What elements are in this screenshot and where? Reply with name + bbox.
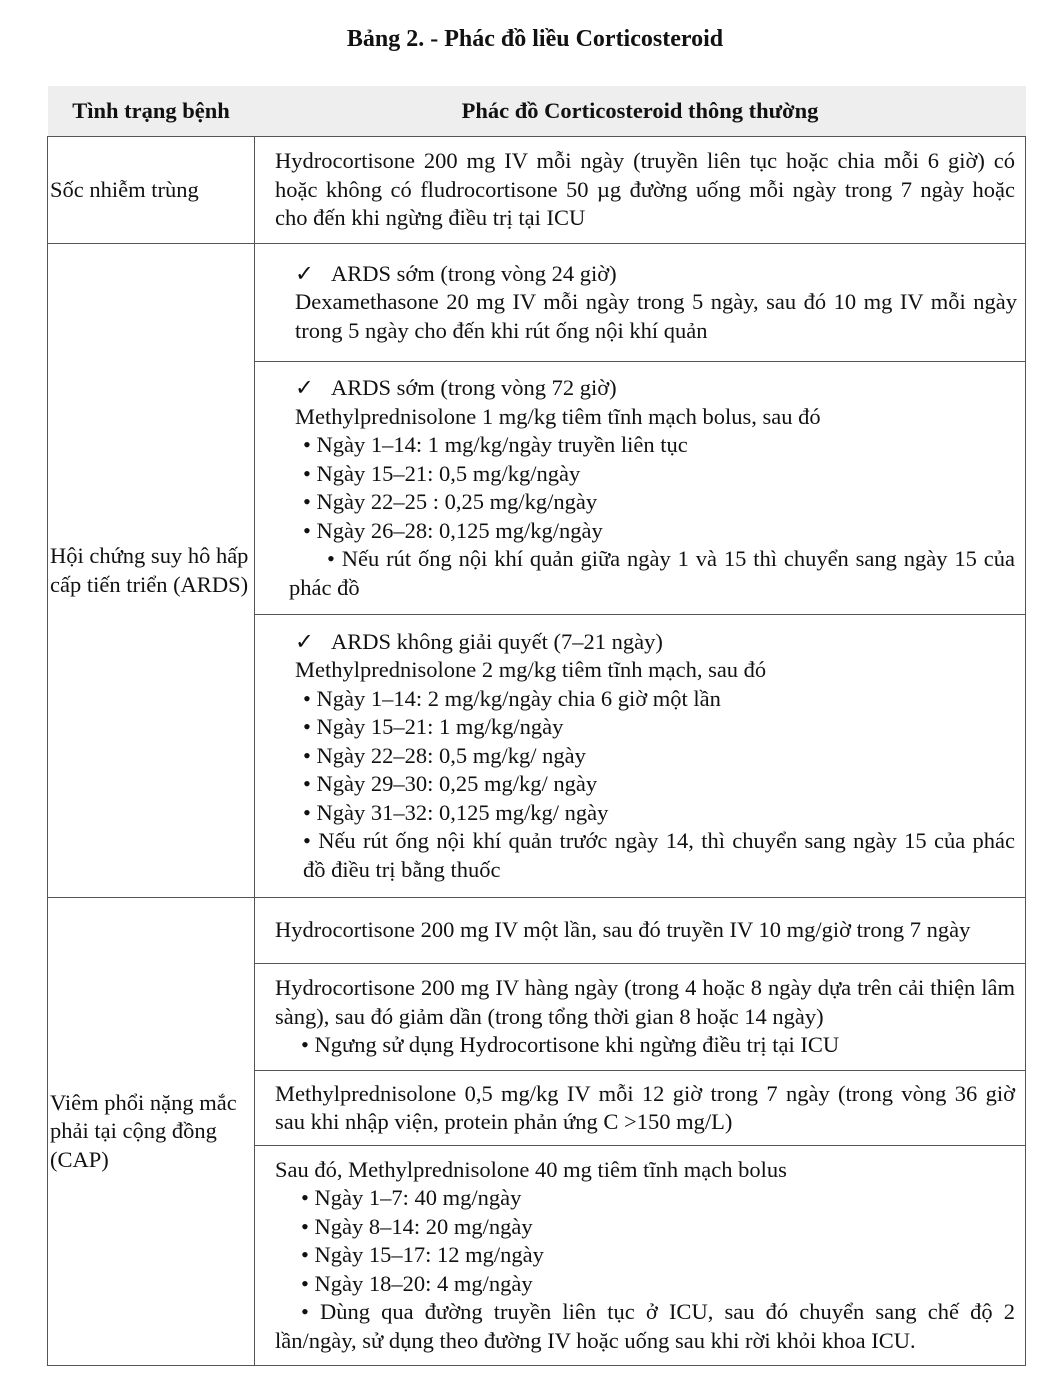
list-item: • Ngày 31–32: 0,125 mg/kg/ ngày (303, 799, 609, 825)
list-item: • Ngày 15–21: 0,5 mg/kg/ngày (303, 460, 581, 486)
table-row (48, 244, 1026, 362)
ards-72h-note: • Nếu rút ống nội khí quản giữa ngày 1 và 15 thì chuyển sang ngày 15 của phác đồ (289, 546, 1015, 600)
regimen-cap-1: Hydrocortisone 200 mg IV một lần, sau đó truyền IV 10 mg/giờ trong 7 ngày (255, 898, 1026, 964)
ards-unresolved-note: • Nếu rút ống nội khí quản trước ngày 14, thì chuyển sang ngày 15 của phác đồ điều trị bằng thuốc (303, 828, 1015, 882)
regimen-septic-shock: Hydrocortisone 200 mg IV mỗi ngày (truyền liên tục hoặc chia mỗi 6 giờ) có hoặc không có fludrocortisone 50 µg đường uống mỗi ngày trong 7 ngày hoặc cho đến khi ngừng điều trị tại ICU (255, 137, 1026, 244)
ards-24h-text: Dexamethasone 20 mg IV mỗi ngày trong 5 ngày, sau đó 10 mg IV mỗi ngày trong 5 ngày cho đến khi rút ống nội khí quản (295, 289, 1017, 343)
header-condition: Tình trạng bệnh (48, 86, 255, 137)
header-regimen: Phác đồ Corticosteroid thông thường (255, 86, 1026, 137)
regimen-ards-unresolved (255, 615, 1026, 898)
ards-24h-heading (275, 260, 1017, 289)
ards-24h-heading-text: ARDS sớm (trong vòng 24 giờ) (331, 260, 617, 286)
ards-72h-heading-text: ARDS sớm (trong vòng 72 giờ) (331, 375, 617, 400)
condition-septic-shock: Sốc nhiễm trùng (48, 137, 255, 244)
condition-cap: Viêm phổi nặng mắc phải tại cộng đồng (CAP) (48, 898, 255, 1366)
list-item: • Ngày 8–14: 20 mg/ngày (301, 1213, 533, 1239)
regimen-cap-4 (255, 1146, 1026, 1366)
regimen-ards-early-24h (255, 244, 1026, 362)
ards-72h-intro: Methylprednisolone 1 mg/kg tiêm tĩnh mạch bolus, sau đó (295, 403, 821, 429)
regimen-cap-3: Methylprednisolone 0,5 mg/kg IV mỗi 12 giờ trong 7 ngày (trong vòng 36 giờ sau khi nhập viện, protein phản ứng C >150 mg/L) (255, 1071, 1026, 1146)
cap-2-text: Hydrocortisone 200 mg IV hàng ngày (trong 4 hoặc 8 ngày dựa trên cải thiện lâm sàng), sau đó giảm dần (trong tổng thời gian 8 hoặc 14 ngày) (275, 975, 1015, 1029)
list-item: • Ngưng sử dụng Hydrocortisone khi ngừng điều trị tại ICU (301, 1032, 840, 1058)
list-item: • Ngày 1–7: 40 mg/ngày (301, 1185, 522, 1211)
check-icon: ✓ (295, 260, 314, 286)
list-item: • Ngày 22–25 : 0,25 mg/kg/ngày (303, 489, 598, 514)
corticosteroid-table (47, 86, 1026, 1366)
cap-4-intro: Sau đó, Methylprednisolone 40 mg tiêm tĩnh mạch bolus (275, 1156, 787, 1182)
list-item: • Ngày 29–30: 0,25 mg/kg/ ngày (303, 771, 598, 797)
list-item: • Ngày 22–28: 0,5 mg/kg/ ngày (303, 742, 586, 768)
regimen-ards-early-72h (255, 362, 1026, 615)
ards-72h-heading (267, 374, 1015, 403)
check-icon: ✓ (295, 628, 314, 654)
list-item: • Ngày 15–17: 12 mg/ngày (301, 1242, 544, 1268)
table-title: Bảng 2. - Phác đồ liều Corticosteroid (346, 26, 724, 52)
list-item: • Ngày 26–28: 0,125 mg/kg/ngày (303, 517, 603, 543)
regimen-cap-2 (255, 964, 1026, 1071)
table-row (48, 898, 1026, 964)
list-item: • Ngày 1–14: 1 mg/kg/ngày truyền liên tục (303, 432, 688, 457)
ards-unresolved-heading-text: ARDS không giải quyết (7–21 ngày) (331, 628, 663, 654)
header-row (48, 86, 1026, 137)
table-row (48, 137, 1026, 244)
list-item: • Ngày 1–14: 2 mg/kg/ngày chia 6 giờ một lần (303, 685, 721, 711)
condition-ards: Hội chứng suy hô hấp cấp tiến triển (ARDS) (48, 244, 255, 898)
list-item: • Ngày 18–20: 4 mg/ngày (301, 1270, 533, 1296)
list-item: • Ngày 15–21: 1 mg/kg/ngày (303, 714, 564, 740)
ards-unresolved-intro: Methylprednisolone 2 mg/kg tiêm tĩnh mạch, sau đó (295, 657, 767, 683)
ards-unresolved-heading (275, 628, 1015, 657)
cap-4-note: • Dùng qua đường truyền liên tục ở ICU, sau đó chuyển sang chế độ 2 lần/ngày, sử dụng theo đường IV hoặc uống sau khi rời khỏi khoa ICU. (275, 1299, 1015, 1353)
check-icon: ✓ (295, 375, 314, 400)
